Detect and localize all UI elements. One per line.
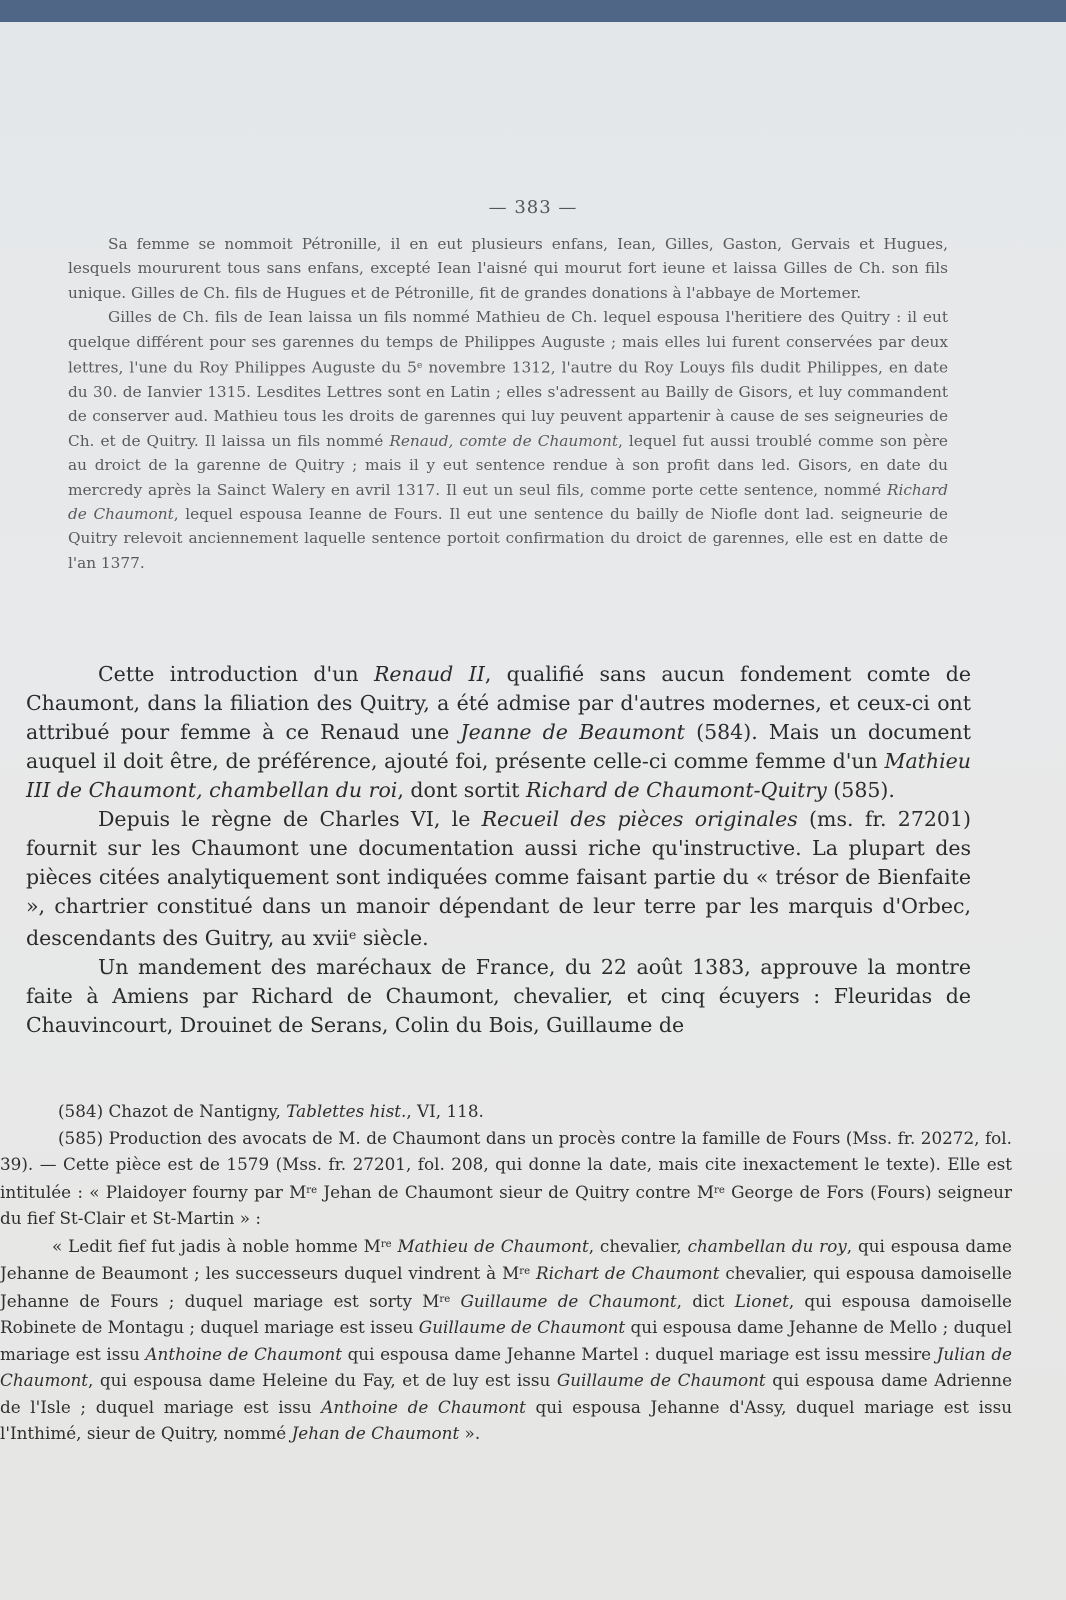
text-run: qui espousa dame Jehanne Martel : duquel mariage est issu messire bbox=[341, 1343, 937, 1364]
text-run: , qualifié sans aucun fondement comte de Chaumont, dans la filiation des Quitry, a été admise par d'autres modernes, et ceux-ci ont attribué pour femme à ce Renaud une bbox=[26, 662, 971, 744]
text-run: qui espousa dame Jehanne de Mello ; duquel mariage est issu bbox=[0, 1317, 1012, 1364]
superscript: e bbox=[348, 928, 357, 942]
italic-text: chambellan du roy bbox=[687, 1235, 847, 1256]
italic-text: Jehan de Chaumont bbox=[291, 1423, 460, 1444]
text-run: qui espousa Jehanne d'Assy, duquel mariage est issu l'Inthimé, sieur de Quitry, nommé bbox=[0, 1396, 1012, 1444]
italic-text: Mathieu de Chaumont bbox=[397, 1235, 589, 1256]
text-run bbox=[450, 1291, 460, 1311]
italic-text: Julian de Chaumont bbox=[0, 1343, 1012, 1391]
text-run: ». bbox=[459, 1423, 481, 1444]
italic-text: Tablettes hist. bbox=[286, 1101, 407, 1121]
superscript: re bbox=[439, 1293, 451, 1305]
italic-text: Recueil des pièces originales bbox=[481, 807, 798, 831]
text-run: (585) Production des avocats de M. de Chaumont dans un procès contre la famille de Fours (Mss. fr. 20272, fol. 39). — Cette pièce est de 1579 (Mss. fr. 27201, fol. 208, qui donne la date, mais cite inexactement le texte). Elle est intitulée : « Plaidoyer fourny par M bbox=[0, 1127, 1012, 1202]
main-text bbox=[26, 660, 971, 1040]
text-run: Gilles de Ch. fils de Iean laissa un fils nommé Mathieu de Ch. lequel espousa l'heritiere des Quitry : il eut quelque différent pour ses garennes du temps de Philippes Auguste ; mais elles lui furent conservées par deux lettres, l'une du Roy Philippes Auguste du 5 bbox=[68, 308, 948, 377]
text-run: Un mandement des maréchaux de France, du 22 août 1383, approuve la montre faite à Amiens par Richard de Chaumont, chevalier, et cinq écuyers : Fleuridas de Chauvincourt, Drouinet de Serans, Colin du Bois, Guillaume de bbox=[26, 955, 971, 1038]
italic-text: Renaud II bbox=[373, 662, 485, 686]
text-run: , lequel fut aussi troublé comme son père au droict de la garenne de Quitry ; mais il y eut sentence rendue à son profit dans led. Gisors, en date du mercredy après la Sainct Walery en avril 1317. Il eut un seul fils, comme porte cette sentence, nommé bbox=[68, 431, 948, 499]
quote-paragraph bbox=[68, 305, 948, 575]
footnote-quotation bbox=[0, 1232, 1012, 1447]
quote-paragraph bbox=[68, 232, 948, 305]
quoted-passage bbox=[68, 232, 948, 575]
text-run: , qui espousa damoiselle Robinete de Montagu ; duquel mariage est isseu bbox=[0, 1290, 1012, 1338]
superscript: e bbox=[416, 360, 423, 372]
italic-text: Anthoine de Chaumont bbox=[145, 1343, 342, 1364]
main-paragraph bbox=[26, 953, 971, 1040]
text-run: (585). bbox=[826, 778, 895, 802]
text-run: chevalier, qui espousa damoiselle Jehanne de Fours ; duquel mariage est sorty M bbox=[0, 1263, 1012, 1311]
text-run: siècle. bbox=[356, 926, 429, 951]
footnote bbox=[0, 1125, 1012, 1232]
text-run: (ms. fr. 27201) fournit sur les Chaumont une documentation aussi riche qu'instructive. La plupart des pièces citées analytiquement sont indiquées comme faisant partie du « trésor de Bienfaite », chartrier constitué dans un manoir dépendant de leur terre par les marquis d'Orbec, descendants des Guitry, au xvii bbox=[26, 807, 971, 951]
text-run: « Ledit fief fut jadis à noble homme M bbox=[52, 1235, 381, 1256]
italic-text: Renaud, comte de Chaumont bbox=[389, 431, 618, 450]
footnotes bbox=[0, 1098, 1012, 1447]
italic-text: Guillaume de Chaumont bbox=[418, 1317, 626, 1338]
superscript: re bbox=[306, 1184, 318, 1196]
text-run: (584). Mais un document auquel il doit être, de préférence, ajouté foi, présente celle-ci comme femme d'un bbox=[26, 720, 971, 773]
page-number: — 383 — bbox=[488, 197, 578, 218]
italic-text: Lionet bbox=[734, 1290, 789, 1311]
text-run: novembre 1312, l'autre du Roy Louys fils dudit Philippes, en date du 30. de Ianvier 1315. Lesdites Lettres sont en Latin ; elles s'adressent au Bailly de Gisors, et luy commandent de conserver aud. Mathieu tous les droits de garennes qui luy peuvent appartenir à cause de ses seigneuries de Ch. et de Quitry. Il laissa un fils nommé bbox=[68, 358, 948, 450]
text-run: , dont sortit bbox=[397, 778, 527, 802]
superscript: re bbox=[519, 1266, 531, 1278]
italic-text: Jeanne de Beaumont bbox=[460, 720, 685, 744]
superscript: re bbox=[380, 1238, 392, 1250]
text-run: qui espousa dame Adrienne de l'Isle ; duquel mariage est issu bbox=[0, 1370, 1013, 1417]
text-run: George de Fors (Fours) seigneur du fief St-Clair et St-Martin » : bbox=[0, 1181, 1013, 1229]
italic-text: Richart de Chaumont bbox=[535, 1263, 720, 1284]
italic-text: Guillaume de Chaumont bbox=[556, 1370, 766, 1391]
text-run: Sa femme se nommoit Pétronille, il en eut plusieurs enfans, Iean, Gilles, Gaston, Gervais et Hugues, lesquels moururent tous sans enfans, excepté Iean l'aisné qui mourut fort ieune et laissa Gilles de Ch. son fils unique. Gilles de Ch. fils de Hugues et de Pétronille, fit de grandes donations à l'abbaye de Mortemer. bbox=[68, 235, 948, 302]
italic-text: Richard de Chaumont bbox=[68, 480, 948, 524]
superscript: re bbox=[714, 1184, 725, 1196]
text-run: (584) Chazot de Nantigny, bbox=[58, 1101, 287, 1121]
text-run: Cette introduction d'un bbox=[98, 662, 374, 686]
italic-text: Guillaume de Chaumont bbox=[460, 1290, 677, 1311]
main-paragraph bbox=[26, 805, 971, 953]
text-run: , qui espousa dame Heleine du Fay, et de luy est issu bbox=[88, 1370, 557, 1391]
text-run: , lequel espousa Ieanne de Fours. Il eut une sentence du bailly de Niofle dont lad. seigneurie de Quitry relevoit anciennement laquelle sentence portoit confirmation du droict de garennes, elle est en datte de l'an 1377. bbox=[68, 505, 948, 572]
italic-text: Anthoine de Chaumont bbox=[321, 1396, 526, 1417]
text-run: , qui espousa dame Jehanne de Beaumont ; les successeurs duquel vindrent à M bbox=[0, 1235, 1012, 1284]
text-run: Jehan de Chaumont sieur de Quitry contre M bbox=[317, 1181, 715, 1202]
italic-text: Mathieu III de Chaumont, chambellan du roi bbox=[26, 749, 971, 802]
text-run: , dict bbox=[676, 1290, 735, 1311]
text-run: Depuis le règne de Charles VI, le bbox=[98, 807, 482, 831]
text-run: , chevalier, bbox=[588, 1235, 688, 1256]
book-page bbox=[0, 22, 1066, 1600]
text-run: , VI, 118. bbox=[406, 1101, 484, 1121]
italic-text: Richard de Chaumont-Quitry bbox=[526, 778, 827, 802]
footnote bbox=[0, 1098, 1012, 1125]
main-paragraph bbox=[26, 660, 971, 805]
